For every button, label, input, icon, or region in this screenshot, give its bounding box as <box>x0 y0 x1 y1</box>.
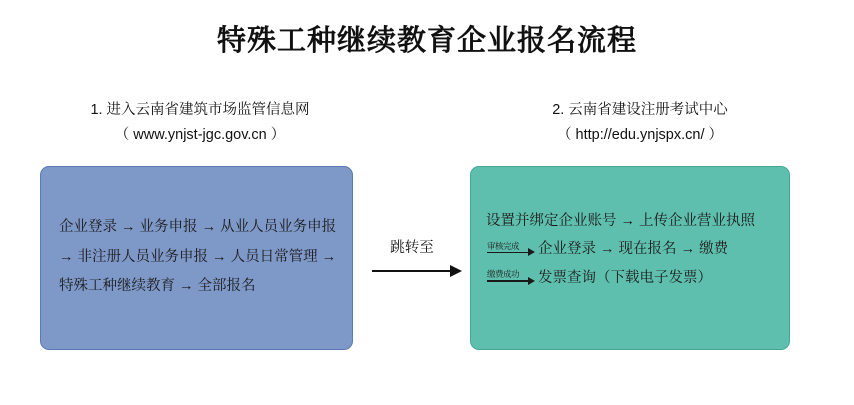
left-heading-line1: 1. 进入云南省建筑市场监管信息网 <box>90 102 310 118</box>
left-process-box <box>40 166 353 350</box>
right-heading-line1: 2. 云南省建设注册考试中心 <box>552 102 728 118</box>
right-steps <box>486 207 779 292</box>
labeled-arrow-icon-2 <box>487 271 535 285</box>
arrow-right-icon <box>372 265 462 277</box>
left-step-line-2: → 非注册人员业务申报 → 人员日常管理 → <box>59 248 337 265</box>
left-step-line-3: 特殊工种继续教育 → 全部报名 <box>59 278 256 295</box>
right-process-box <box>470 166 790 350</box>
right-column-heading <box>470 98 810 149</box>
arrow2-label: 缴费成功 <box>487 269 520 280</box>
right-step-line-3-wrap <box>486 264 779 292</box>
left-step-line-1: 企业登录 → 业务申报 → 从业人员业务申报 <box>59 219 337 235</box>
right-step-line-1: 设置并绑定企业账号 → 上传企业营业执照 <box>486 213 756 229</box>
left-column-heading <box>40 98 360 149</box>
left-heading-line2: （ www.ynjst-jgc.gov.cn ） <box>114 127 286 144</box>
arrow1-label: 审核完成 <box>487 240 520 251</box>
left-steps <box>59 213 338 302</box>
right-step-line-2-wrap <box>486 235 779 263</box>
labeled-arrow-icon-1 <box>487 242 535 256</box>
page-title: 特殊工种继续教育企业报名流程 <box>216 25 637 57</box>
connector-label: 跳转至 <box>390 240 434 256</box>
right-step-line-2: 企业登录 → 现在报名 → 缴费 <box>538 241 729 258</box>
right-step-line-3: 发票查询（下载电子发票） <box>538 269 712 286</box>
right-heading-line2: （ http://edu.ynjspx.cn/ ） <box>556 127 724 144</box>
